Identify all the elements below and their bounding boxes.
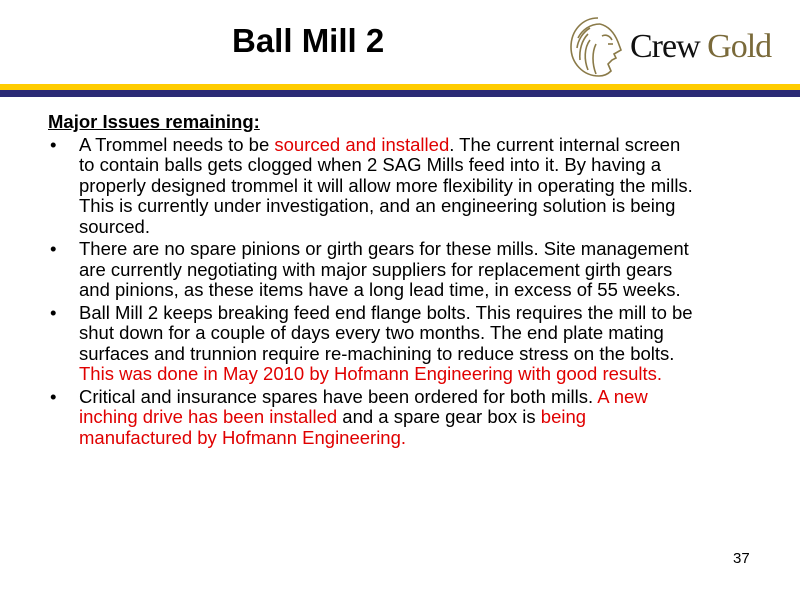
body-text: and a spare gear box is	[337, 406, 541, 427]
bullet-item	[48, 239, 698, 301]
lion-head-icon	[568, 14, 628, 80]
bullet-item	[48, 135, 698, 238]
bullet-item	[48, 387, 698, 449]
highlighted-text: A new inching drive has been installed	[79, 385, 648, 427]
logo-word-crew: Crew	[630, 28, 700, 65]
page-number: 37	[733, 550, 750, 567]
highlighted-text: This was done in May 2010 by Hofmann Engineering with good results.	[79, 363, 663, 384]
section-heading: Major Issues remaining:	[48, 111, 260, 132]
bullet-dot-icon: •	[50, 238, 57, 259]
bullet-dot-icon: •	[50, 385, 57, 407]
logo-wordmark	[630, 28, 771, 66]
body-text: There are no spare pinions or girth gears for these mills. Site management are currently negotiating with major suppliers for replacement girth gears and pinions, as these items have a long lead time, in excess of 55 weeks.	[79, 238, 689, 300]
body-text: Critical and insurance spares have been ordered for both mills.	[79, 385, 598, 407]
header-stripe-navy	[0, 90, 800, 97]
crew-gold-logo	[568, 14, 778, 80]
bullet-dot-icon: •	[50, 133, 57, 155]
slide-body	[48, 112, 698, 450]
body-text: . The current internal screen to contain balls gets clogged when 2 SAG Mills feed into it. By having a properly designed trommel it will allow more flexibility in operating the mills. This is currently under investigation, and an engineering solution is being sourced.	[79, 133, 693, 237]
bullet-list	[48, 135, 698, 449]
slide-title: Ball Mill 2	[232, 22, 385, 59]
body-text: Ball Mill 2 keeps breaking feed end flange bolts. This requires the mill to be shut down for a couple of days every two months. The end plate mating surfaces and trunnion require re-machining to reduce stress on the bolts.	[79, 301, 693, 364]
bullet-item	[48, 303, 698, 385]
body-text: A Trommel needs to be	[79, 133, 275, 155]
highlighted-text: sourced and installed	[274, 133, 450, 155]
logo-word-gold: Gold	[707, 28, 772, 65]
bullet-dot-icon: •	[50, 301, 57, 323]
highlighted-text: being manufactured by Hofmann Engineering.	[79, 406, 587, 448]
